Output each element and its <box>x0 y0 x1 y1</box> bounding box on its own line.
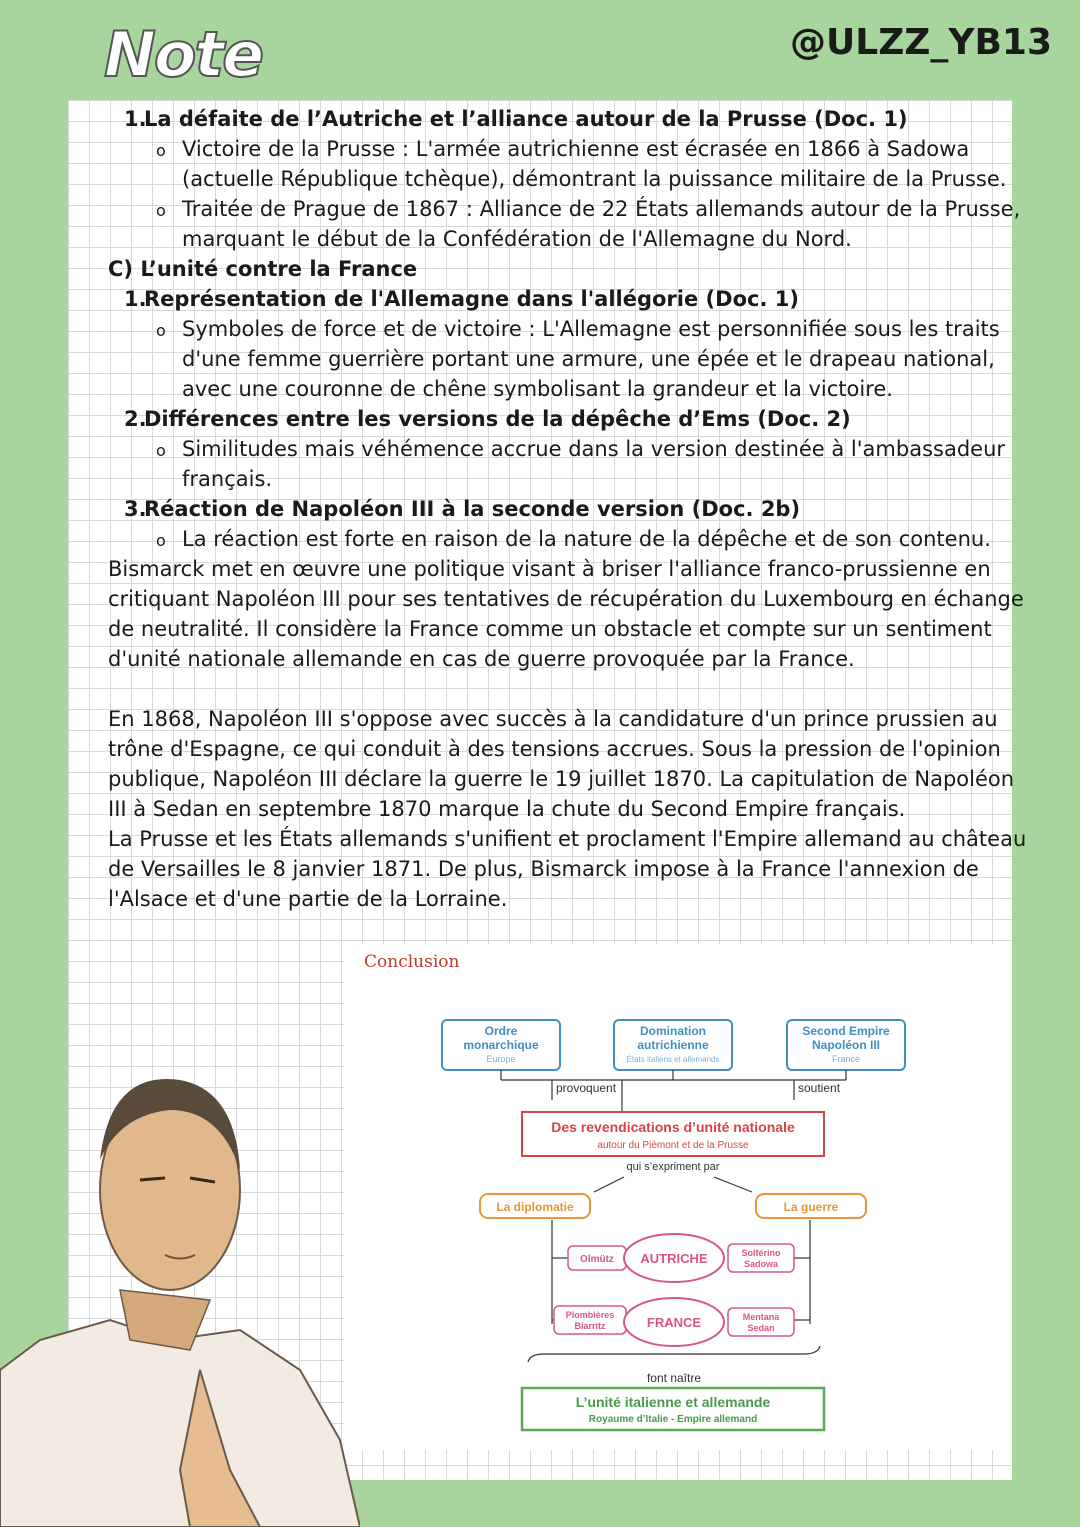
svg-text:autrichienne: autrichienne <box>637 1038 709 1052</box>
box-revendications <box>522 1112 824 1156</box>
circle-autriche <box>624 1234 724 1282</box>
svg-text:France: France <box>831 1054 861 1064</box>
section-heading: C) L’unité contre la France <box>108 257 418 281</box>
box-guerre <box>756 1194 866 1218</box>
paragraph-line: de Versailles le 8 janvier 1871. De plus, Bismarck impose à la France l'annexion de <box>108 857 979 881</box>
heading-2: 2.Différences entre les versions de la dépêche d’Ems (Doc. 2) <box>124 407 851 431</box>
paragraph-line: l'Alsace et d'une partie de la Lorraine. <box>108 887 508 911</box>
svg-text:FRANCE: FRANCE <box>646 1315 702 1330</box>
svg-text:Biarritz: Biarritz <box>574 1321 606 1331</box>
circle-france <box>624 1298 724 1346</box>
text-line: d'une femme guerrière portant une armure, une épée et le drapeau national, <box>182 347 995 371</box>
svg-text:autour du Piémont et de la Pru: autour du Piémont et de la Prusse <box>597 1140 749 1151</box>
svg-text:monarchique: monarchique <box>463 1038 539 1052</box>
text-line: français. <box>182 467 273 491</box>
svg-text:Domination: Domination <box>640 1024 706 1038</box>
bullet-item: o Victoire de la Prusse : L'armée autrichienne est écrasée en 1866 à Sadowa <box>156 137 970 161</box>
heading-1: 1.La défaite de l’Autriche et l’alliance autour de la Prusse (Doc. 1) <box>124 107 908 131</box>
person-illustration <box>0 1040 360 1527</box>
heading-1: 1.Représentation de l'Allemagne dans l'allégorie (Doc. 1) <box>124 287 799 311</box>
svg-text:La diplomatie: La diplomatie <box>496 1200 574 1214</box>
author-handle: @ULZZ_YB13 <box>790 22 1052 63</box>
heading-3: 3.Réaction de Napoléon III à la seconde version (Doc. 2b) <box>124 497 801 521</box>
text-line: avec une couronne de chêne symbolisant la grandeur et la victoire. <box>182 377 893 401</box>
paragraph-line: critiquant Napoléon III pour ses tentatives de récupération du Luxembourg en échange <box>108 587 1024 611</box>
svg-text:Plombières: Plombières <box>565 1310 615 1320</box>
conclusion-diagram <box>344 944 1012 1450</box>
box-plombieres <box>554 1306 626 1334</box>
svg-text:Napoléon III: Napoléon III <box>811 1038 881 1052</box>
svg-text:Mentana: Mentana <box>742 1312 780 1322</box>
label-expriment: qui s’expriment par <box>626 1161 720 1173</box>
bullet-item: o Traitée de Prague de 1867 : Alliance de 22 États allemands autour de la Prusse, <box>156 197 1021 221</box>
svg-text:AUTRICHE: AUTRICHE <box>640 1251 708 1266</box>
svg-text:Solférino: Solférino <box>741 1248 781 1258</box>
paragraph-line: La Prusse et les États allemands s'unifient et proclament l'Empire allemand au château <box>108 827 1027 851</box>
paragraph-line: d'unité nationale allemande en cas de guerre provoquée par la France. <box>108 647 855 671</box>
label-font-naitre: font naître <box>646 1371 702 1385</box>
svg-text:La guerre: La guerre <box>783 1200 839 1214</box>
svg-text:Europe: Europe <box>486 1054 516 1064</box>
box-second-empire <box>787 1020 905 1070</box>
diagram-svg <box>344 944 1012 1450</box>
paragraph-line: III à Sedan en septembre 1870 marque la chute du Second Empire français. <box>108 797 906 821</box>
svg-text:Second Empire: Second Empire <box>802 1024 890 1038</box>
notes-body <box>108 104 1027 914</box>
box-solferino <box>728 1244 794 1272</box>
svg-text:Sadowa: Sadowa <box>743 1259 779 1269</box>
paragraph-line: publique, Napoléon III déclare la guerre le 19 juillet 1870. La capitulation de Napoléon <box>108 767 1015 791</box>
paragraph-line: trône d'Espagne, ce qui conduit à des tensions accrues. Sous la pression de l'opinion <box>108 737 1001 761</box>
label-provoquent: provoquent <box>556 1081 617 1095</box>
paragraph-line: En 1868, Napoléon III s'oppose avec succès à la candidature d'un prince prussien au <box>108 707 998 731</box>
svg-text:L’unité italienne et allemande: L’unité italienne et allemande <box>575 1394 771 1410</box>
box-mentana <box>728 1308 794 1336</box>
box-domination-autrichienne <box>614 1020 732 1070</box>
box-unite <box>522 1388 824 1430</box>
text-line: marquant le début de la Confédération de l'Allemagne du Nord. <box>182 227 852 251</box>
svg-text:Olmütz: Olmütz <box>580 1254 614 1265</box>
bullet-item: o Symboles de force et de victoire : L'Allemagne est personnifiée sous les traits <box>156 317 1000 341</box>
note-logo: Note <box>104 18 263 91</box>
svg-text:Ordre: Ordre <box>484 1024 518 1038</box>
box-olmutz <box>568 1246 626 1270</box>
svg-text:Des revendications d’unité nat: Des revendications d’unité nationale <box>551 1119 795 1135</box>
paragraph-line: Bismarck met en œuvre une politique visant à briser l'alliance franco-prussienne en <box>108 557 991 581</box>
box-ordre-monarchique <box>442 1020 560 1070</box>
box-diplomatie <box>480 1194 590 1218</box>
svg-text:Royaume d’Italie - Empire alle: Royaume d’Italie - Empire allemand <box>588 1414 758 1425</box>
bullet-item: o La réaction est forte en raison de la nature de la dépêche et de son contenu. <box>156 527 991 551</box>
label-soutient: soutient <box>798 1081 841 1095</box>
bullet-item: o Similitudes mais véhémence accrue dans la version destinée à l'ambassadeur <box>156 437 1006 461</box>
diagram-title: Conclusion <box>364 952 460 972</box>
svg-text:États italiens et allemands: États italiens et allemands <box>626 1055 720 1064</box>
svg-text:Sedan: Sedan <box>747 1323 775 1333</box>
paragraph-line: de neutralité. Il considère la France comme un obstacle et compte sur un sentiment <box>108 617 992 641</box>
text-line: (actuelle République tchèque), démontrant la puissance militaire de la Prusse. <box>182 167 1007 191</box>
